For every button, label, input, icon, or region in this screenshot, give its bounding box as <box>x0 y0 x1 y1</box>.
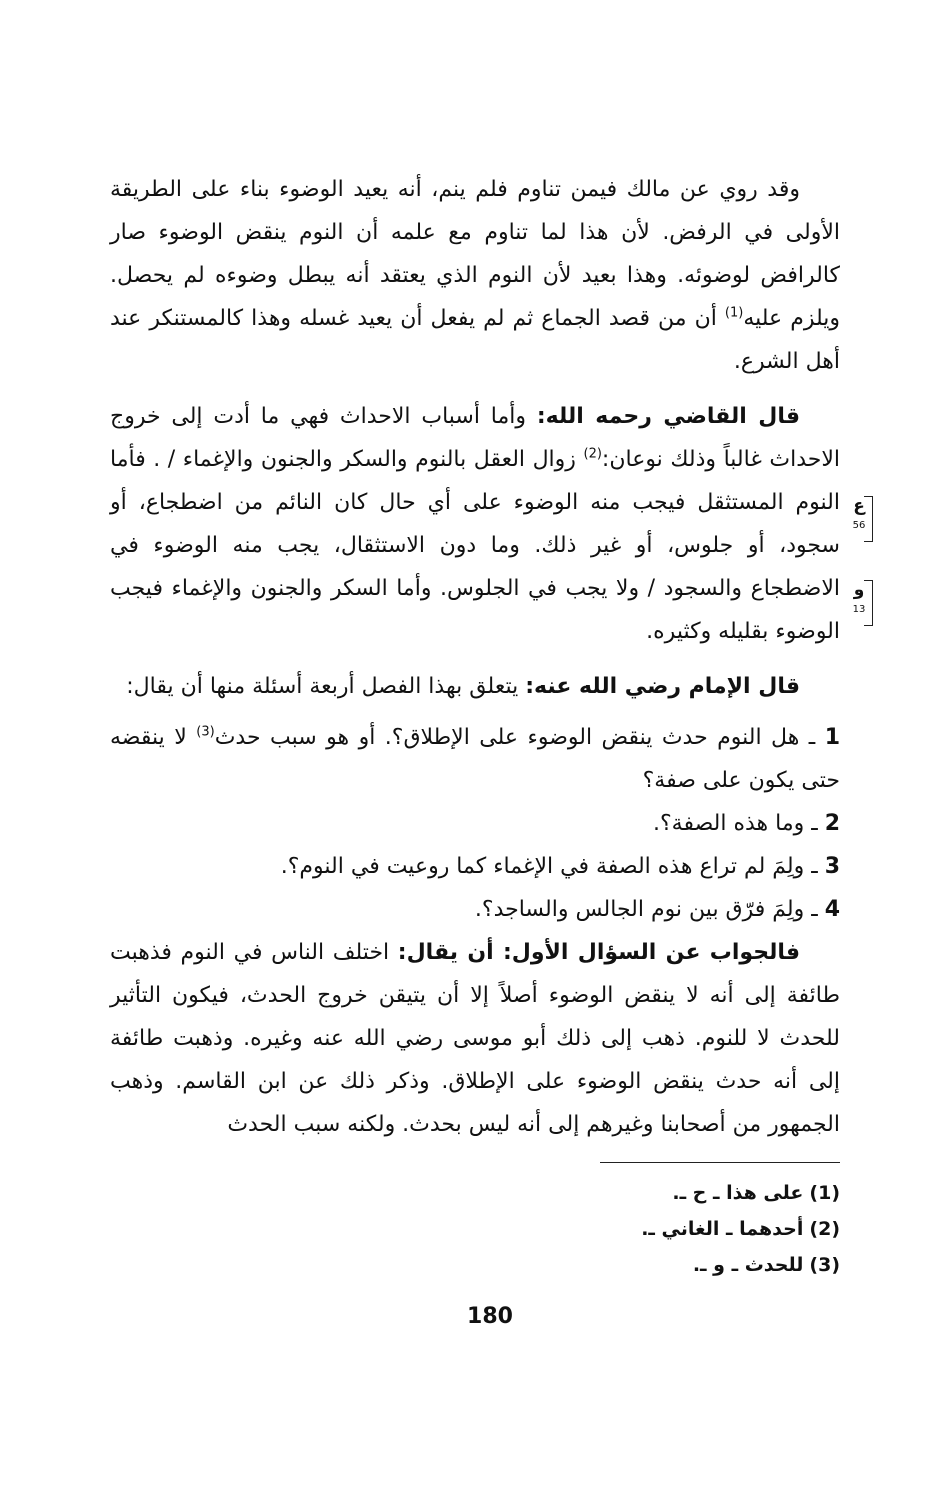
footnote-text: على هذا ـ ح ـ. <box>672 1182 804 1204</box>
footnote-text: للحدث ـ و ـ. <box>692 1254 804 1276</box>
footnote-separator <box>600 1162 840 1163</box>
footnotes <box>400 1175 840 1283</box>
paragraph-3-text: يتعلق بهذا الفصل أربعة أسئلة منها أن يقال: <box>126 674 526 699</box>
margin-reference-letter: و <box>853 580 865 600</box>
question-tail: لا ينقضه حتى يكون على صفة؟ <box>110 725 840 793</box>
footnote-number: (1) <box>809 1182 840 1204</box>
paragraph-2-lead: قال القاضي رحمه الله: <box>536 404 801 429</box>
main-text-column <box>110 168 840 1146</box>
footnote-number: (2) <box>809 1218 840 1240</box>
margin-reference-number: 56 <box>852 520 866 531</box>
paragraph-4-lead: فالجواب عن السؤال الأول: أن يقال: <box>397 940 800 965</box>
footnote-ref-1: (1) <box>724 305 744 321</box>
question-number: 3 <box>824 854 840 879</box>
margin-reference-number: 13 <box>852 604 866 615</box>
question-item <box>110 802 840 845</box>
paragraph-2 <box>110 395 840 653</box>
footnote <box>400 1211 840 1247</box>
paragraph-4-text: اختلف الناس في النوم فذهبت طائفة إلى أنه لا ينقض الوضوء أصلاً إلا أن يتيقن خروج الحدث، فيكون التأثير للحدث لا للنوم. ذهب إلى ذلك أبو موسى رضي الله عنه وغيره. وذهبت طائفة إلى أنه حدث ينقض الوضوء على الإطلاق. وذكر ذلك عن ابن القاسم. وذهب الجمهور من أصحابنا وغيرهم إلى أنه ليس بحدث. ولكنه سبب الحدث <box>110 940 840 1137</box>
paragraph-4 <box>110 931 840 1146</box>
question-text: ـ هل النوم حدث ينقض الوضوء على الإطلاق؟. أو هو سبب حدث <box>214 725 816 750</box>
question-text: ـ ولِمَ فرّق بين نوم الجالس والساجد؟. <box>474 897 818 922</box>
question-number: 4 <box>824 897 840 922</box>
paragraph-2-text-a: وأما أسباب الاحداث فهي ما أدت إلى خروج الاحداث غالباً وذلك نوعان: <box>110 404 840 472</box>
footnote-number: (3) <box>809 1254 840 1276</box>
paragraph-1 <box>110 168 840 383</box>
paragraph-2-text-b: زوال العقل بالنوم والسكر والجنون والإغماء / . فأما النوم المستثقل فيجب منه الوضوء على أي حال كان النائم من اضطجاع، أو سجود، أو جلوس، أو غير ذلك. وما دون الاستثقال، يجب منه الوضوء في الاضطجاع والسجود / ولا يجب في الجلوس. وأما السكر والجنون والإغماء فيجب الوضوء بقليله وكثيره. <box>110 447 840 644</box>
paragraph-3 <box>110 665 840 708</box>
question-list <box>110 716 840 931</box>
footnote <box>400 1247 840 1283</box>
question-item <box>110 845 840 888</box>
margin-reference-1 <box>845 498 873 534</box>
question-item <box>110 716 840 802</box>
paragraph-3-lead: قال الإمام رضي الله عنه: <box>525 674 800 699</box>
footnote-ref-2: (2) <box>583 446 602 462</box>
paragraph-1-tail: أن من قصد الجماع ثم لم يفعل أن يعيد غسله وهذا كالمستنكر عند أهل الشرع. <box>110 306 840 374</box>
question-item <box>110 888 840 931</box>
page-number: 180 <box>467 1304 513 1329</box>
footnote-ref-3: (3) <box>196 724 215 740</box>
margin-reference-letter: ع <box>853 496 865 516</box>
question-text: ـ ولِمَ لم تراع هذه الصفة في الإغماء كما روعيت في النوم؟. <box>280 854 818 879</box>
margin-reference-2 <box>845 582 873 618</box>
question-number: 2 <box>824 811 840 836</box>
footnote-text: أحدهما ـ الغاني ـ. <box>641 1218 804 1240</box>
paragraph-1-text: وقد روي عن مالك فيمن تناوم فلم ينم، أنه يعيد الوضوء بناء على الطريقة الأولى في الرفض. لأن هذا لما تناوم مع علمه أن النوم ينقض الوضوء صار كالرافض لوضوئه. وهذا بعيد لأن النوم الذي يعتقد أنه يبطل وضوءه لم يحصل. ويلزم عليه <box>110 177 840 331</box>
question-text: ـ وما هذه الصفة؟. <box>652 811 818 836</box>
footnote <box>400 1175 840 1211</box>
question-number: 1 <box>824 725 841 750</box>
